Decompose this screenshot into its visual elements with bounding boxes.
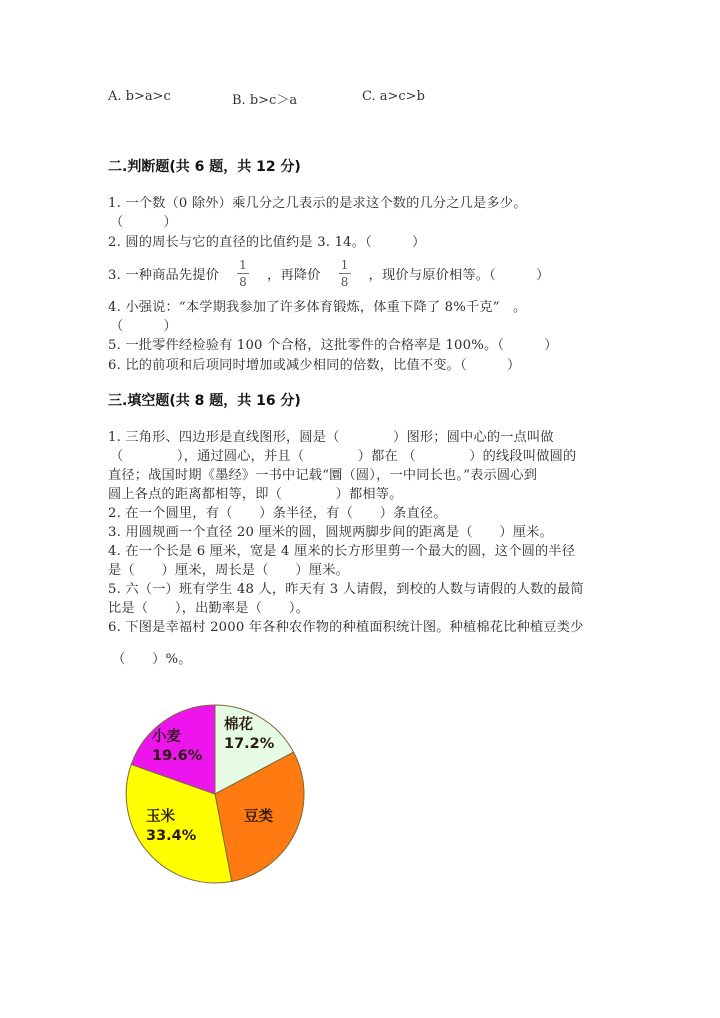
fraction-numerator: 1	[340, 258, 349, 272]
s3-q5-line2: 比是（ ），出勤率是（ ）。	[108, 601, 309, 616]
s2-q3-part-c: ，现价与原价相等。（ ）	[368, 268, 550, 283]
s2-q6: 6. 比的前项和后项同时增加或减少相同的倍数，比值不变。（ ）	[108, 358, 521, 373]
option-a: A. b>a>c	[108, 89, 171, 104]
cotton-percent: 17.2%	[224, 736, 275, 752]
s3-q4-line1: 4. 在一个长是 6 厘米，宽是 4 厘米的长方形里剪一个最大的圆，这个圆的半径	[108, 544, 576, 559]
fraction-one-eighth	[237, 258, 249, 289]
beans-name: 豆类	[244, 809, 273, 825]
pie-label-beans	[244, 808, 273, 827]
option-b: B. b>c＞a	[232, 93, 298, 108]
corn-percent: 33.4%	[146, 828, 197, 844]
s3-q4-line2: 是（ ）厘米，周长是（ ）厘米。	[108, 563, 349, 578]
cotton-name: 棉花	[224, 717, 253, 733]
fraction-bar	[339, 273, 351, 274]
s2-q5: 5. 一批零件经检验有 100 个合格，这批零件的合格率是 100%。（ ）	[108, 338, 558, 353]
section3-title: 三.填空题(共 8 题，共 16 分)	[108, 393, 301, 409]
pie-label-wheat	[152, 728, 202, 766]
s3-q1-line3: 直径；战国时期《墨经》一书中记载“圜（圆），一中同长也。”表示圆心到	[108, 468, 538, 483]
fraction-one-eighth	[339, 258, 351, 289]
wheat-name: 小麦	[152, 729, 181, 745]
s2-q4-line2: （ ）	[110, 319, 177, 334]
s2-q3	[108, 258, 549, 289]
s2-q3-part-b: ，再降价	[267, 268, 321, 283]
pie-label-corn	[146, 808, 196, 846]
fraction-numerator: 1	[239, 258, 248, 272]
fraction-denominator: 8	[340, 275, 349, 289]
s3-q1-line2: （ ），通过圆心，并且（ ）都在 （ ）的线段叫做圆的	[110, 449, 577, 464]
s3-q1-line4: 圆上各点的距离都相等，即（ ）都相等。	[108, 487, 403, 502]
crop-area-pie-chart	[124, 700, 308, 886]
s3-q6-line2: （ ）%。	[112, 652, 192, 667]
fraction-denominator: 8	[239, 275, 248, 289]
option-c: C. a>c>b	[362, 89, 425, 104]
s3-q6-line1: 6. 下图是幸福村 2000 年各种农作物的种植面积统计图。种植棉花比种植豆类少	[108, 620, 584, 635]
section2-title: 二.判断题(共 6 题，共 12 分)	[108, 159, 301, 175]
s2-q2: 2. 圆的周长与它的直径的比值约是 3. 14。（ ）	[108, 235, 426, 250]
pie-label-cotton	[224, 716, 274, 754]
s2-q1-line2: （ ）	[110, 215, 177, 230]
s3-q2: 2. 在一个圆里，有（ ）条半径，有（ ）条直径。	[108, 506, 447, 521]
s2-q3-part-a: 3. 一种商品先提价	[108, 268, 220, 283]
s2-q1-line1: 1. 一个数（0 除外）乘几分之几表示的是求这个数的几分之几是多少。	[108, 196, 527, 211]
s3-q5-line1: 5. 六（一）班有学生 48 人，昨天有 3 人请假，到校的人数与请假的人数的最简	[108, 582, 584, 597]
s3-q1-line1: 1. 三角形、四边形是直线图形，圆是（ ）图形；圆中心的一点叫做	[108, 430, 554, 445]
fraction-bar	[237, 273, 249, 274]
s3-q3: 3. 用圆规画一个直径 20 厘米的圆，圆规两脚步间的距离是（ ）厘米。	[108, 525, 553, 540]
wheat-percent: 19.6%	[152, 748, 203, 764]
corn-name: 玉米	[146, 809, 175, 825]
s2-q4-line1: 4. 小强说：“本学期我参加了许多体育锻炼，体重下降了 8%千克” 。	[108, 300, 527, 315]
